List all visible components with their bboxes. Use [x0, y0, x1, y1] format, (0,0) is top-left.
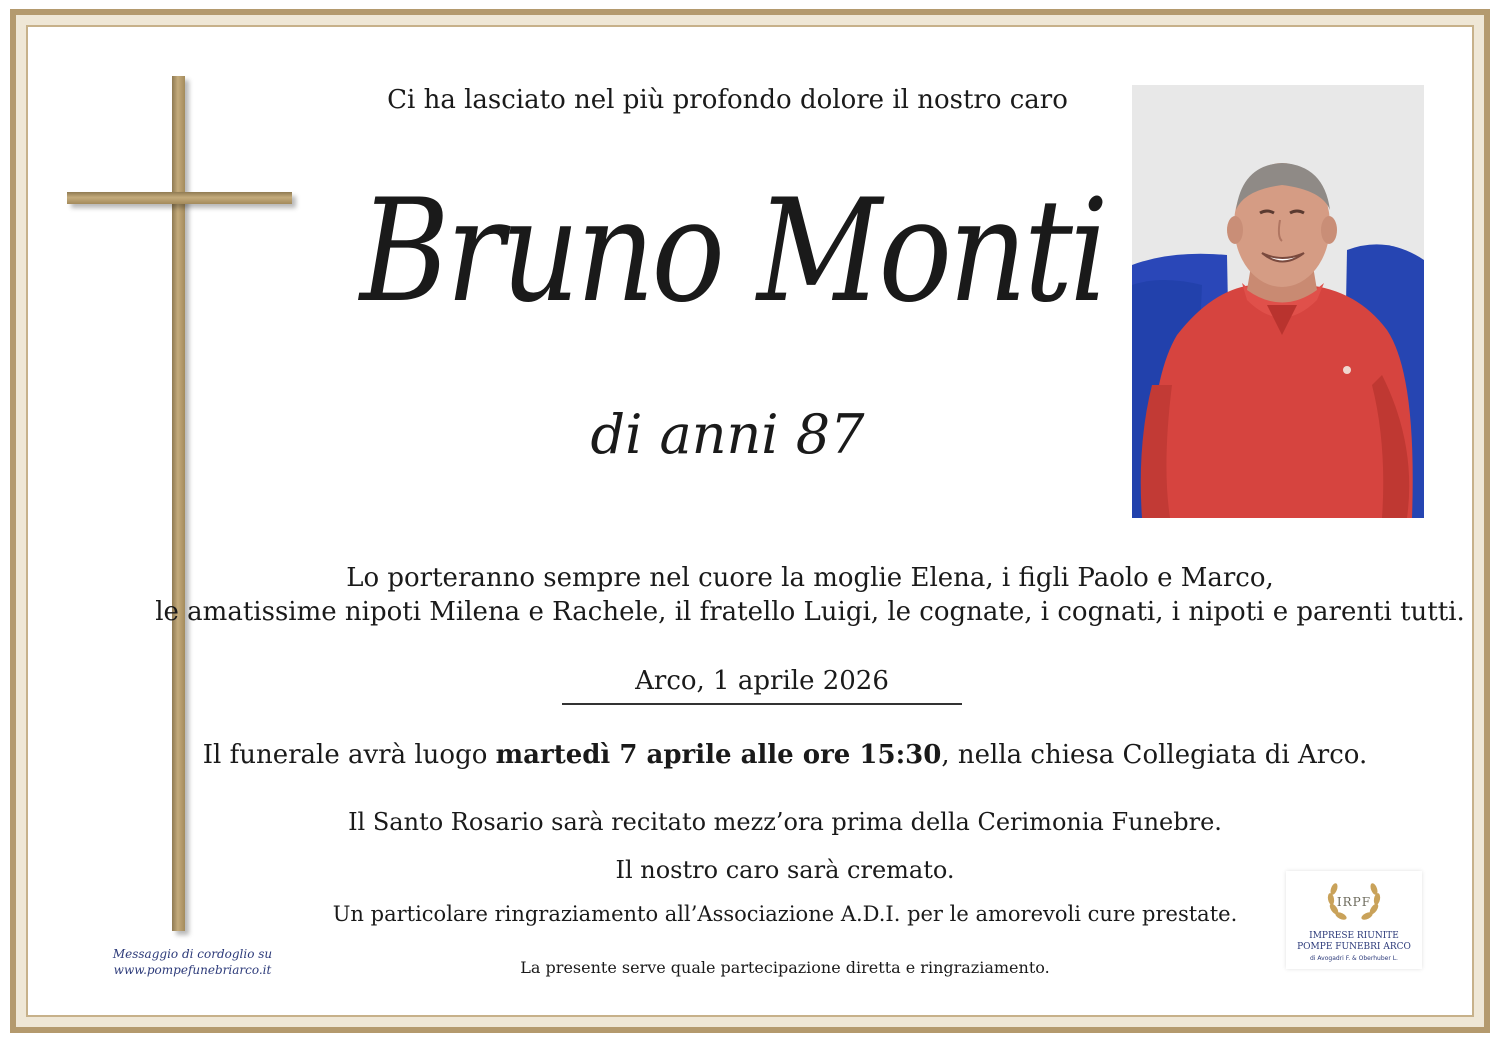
intro-text: Ci ha lasciato nel più profondo dolore il nostro caro [387, 85, 1068, 115]
deceased-photo [1132, 85, 1424, 518]
thanks-text: Un particolare ringraziamento all’Associazione A.D.I. per le amorevoli cure prestate. [332, 902, 1238, 926]
logo-line-1: IMPRESE RIUNITE [1309, 931, 1399, 941]
place-date: Arco, 1 aprile 2026 [635, 666, 889, 696]
family-line-2: le amatissime nipoti Milena e Rachele, il fratello Luigi, le cognate, i cognati, i nipoti e parenti tutti. [155, 597, 1465, 627]
deceased-name: Bruno Monti [359, 169, 1106, 334]
funeral-datetime: martedì 7 aprile alle ore 15:30 [495, 740, 942, 770]
notice-text: La presente serve quale partecipazione diretta e ringraziamento. [520, 958, 1050, 977]
condolence-message[interactable] [100, 946, 285, 978]
cremation-info: Il nostro caro sarà cremato. [615, 856, 955, 884]
place-date-underline [562, 703, 962, 705]
deceased-age: di anni 87 [590, 403, 865, 466]
cross-horizontal-bar [67, 192, 292, 204]
funeral-home-logo [1286, 871, 1422, 969]
logo-line-2: POMPE FUNEBRI ARCO [1297, 942, 1411, 952]
condolence-link[interactable]: www.pompefunebriarco.it [113, 963, 272, 977]
funeral-suffix: , nella chiesa Collegiata di Arco. [941, 740, 1368, 770]
family-line-1: Lo porteranno sempre nel cuore la moglie Elena, i figli Paolo e Marco, [346, 563, 1274, 593]
logo-line-3: di Avogadri F. & Oberhuber L. [1310, 955, 1398, 962]
funeral-prefix: Il funerale avrà luogo [202, 740, 496, 770]
rosary-info: Il Santo Rosario sarà recitato mezz’ora prima della Cerimonia Funebre. [348, 808, 1222, 836]
cross-vertical-bar [172, 76, 185, 931]
condolence-line-1: Messaggio di cordoglio su [112, 947, 273, 961]
funeral-info [120, 737, 1450, 773]
logo-abbreviation: IRPF [1336, 895, 1372, 909]
